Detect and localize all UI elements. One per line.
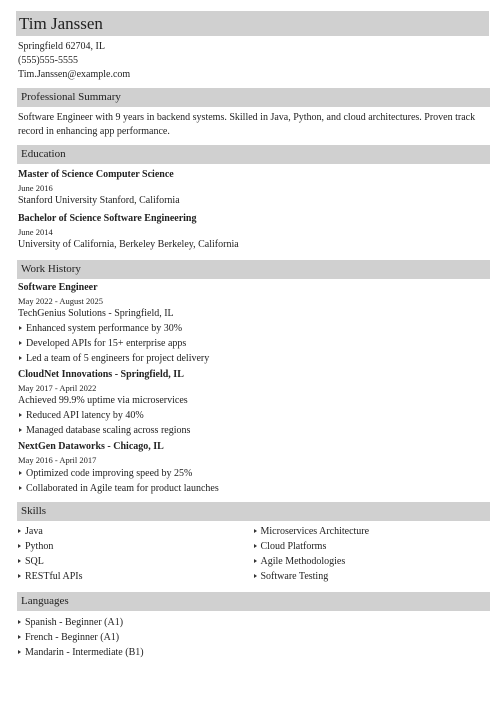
job-company: TechGenius Solutions - Springfield, IL bbox=[18, 308, 174, 319]
job-bullet: Reduced API latency by 40% bbox=[18, 408, 488, 423]
job-entry bbox=[18, 281, 488, 366]
section-heading-education: Education bbox=[17, 145, 490, 164]
education-degree: Master of Science Computer Science bbox=[18, 169, 174, 180]
skill-item: Cloud Platforms bbox=[253, 539, 489, 554]
education-entry bbox=[18, 212, 488, 252]
job-dates: May 2017 - April 2022 bbox=[18, 383, 97, 393]
job-dates: May 2022 - August 2025 bbox=[18, 296, 103, 306]
job-title: Software Engineer bbox=[18, 282, 98, 293]
job-bullet: Led a team of 5 engineers for project delivery bbox=[18, 351, 488, 366]
language-item: Mandarin - Intermediate (B1) bbox=[17, 645, 488, 660]
section-heading-work: Work History bbox=[17, 260, 490, 279]
contact-block bbox=[17, 40, 488, 82]
education-degree: Bachelor of Science Software Engineering bbox=[18, 213, 197, 224]
language-item: Spanish - Beginner (A1) bbox=[17, 615, 488, 630]
skill-item: Microservices Architecture bbox=[253, 524, 489, 539]
skills-left-list bbox=[17, 524, 253, 584]
job-company: Achieved 99.9% uptime via microservices bbox=[18, 395, 188, 406]
skill-item: Agile Methodologies bbox=[253, 554, 489, 569]
education-date: June 2016 bbox=[18, 183, 53, 193]
languages-list bbox=[17, 615, 488, 660]
section-heading-summary: Professional Summary bbox=[17, 88, 490, 107]
skills-columns bbox=[17, 524, 488, 584]
job-bullets bbox=[18, 408, 488, 438]
skill-item: Java bbox=[17, 524, 253, 539]
skill-item: SQL bbox=[17, 554, 253, 569]
job-title: NextGen Dataworks - Chicago, IL bbox=[18, 441, 164, 452]
job-bullet: Managed database scaling across regions bbox=[18, 423, 488, 438]
candidate-name: Tim Janssen bbox=[16, 11, 489, 36]
job-bullets bbox=[18, 321, 488, 366]
job-bullet: Optimized code improving speed by 25% bbox=[18, 466, 488, 481]
job-dates: May 2016 - April 2017 bbox=[18, 455, 97, 465]
skill-item: Python bbox=[17, 539, 253, 554]
skill-item: Software Testing bbox=[253, 569, 489, 584]
job-title: CloudNet Innovations - Springfield, IL bbox=[18, 369, 184, 380]
summary-text: Software Engineer with 9 years in backend systems. Skilled in Java, Python, and cloud architectures. Proven track record in enhancing app performance. bbox=[18, 112, 476, 137]
contact-phone: (555)555-5555 bbox=[18, 55, 78, 66]
job-bullet: Enhanced system performance by 30% bbox=[18, 321, 488, 336]
skills-right-list bbox=[253, 524, 489, 584]
education-entry bbox=[18, 168, 488, 208]
job-bullets bbox=[18, 466, 488, 496]
education-school: Stanford University Stanford, California bbox=[18, 195, 180, 206]
section-heading-languages: Languages bbox=[17, 592, 490, 611]
education-date: June 2014 bbox=[18, 227, 53, 237]
education-list bbox=[17, 168, 488, 252]
job-bullet: Collaborated in Agile team for product launches bbox=[18, 481, 488, 496]
contact-address: Springfield 62704, IL bbox=[18, 41, 105, 52]
language-item: French - Beginner (A1) bbox=[17, 630, 488, 645]
skill-item: RESTful APIs bbox=[17, 569, 253, 584]
job-entry bbox=[18, 368, 488, 438]
contact-email: Tim.Janssen@example.com bbox=[18, 69, 131, 80]
education-school: University of California, Berkeley Berkeley, California bbox=[18, 239, 239, 250]
section-heading-skills: Skills bbox=[17, 502, 490, 521]
job-bullet: Developed APIs for 15+ enterprise apps bbox=[18, 336, 488, 351]
job-entry bbox=[18, 440, 488, 496]
work-list bbox=[17, 281, 488, 496]
